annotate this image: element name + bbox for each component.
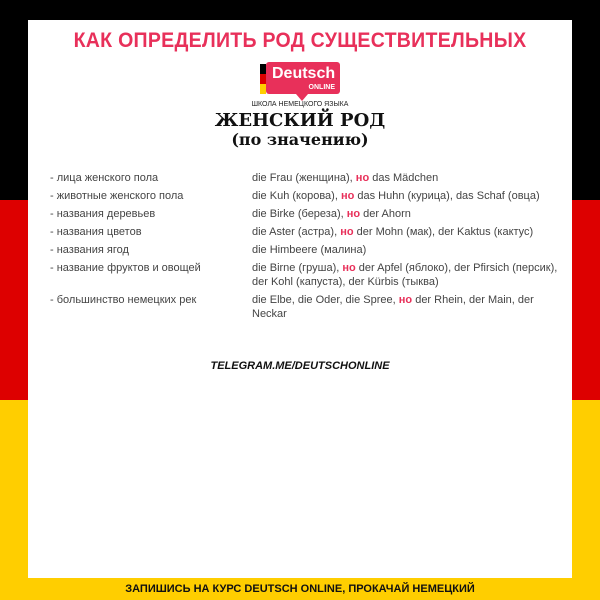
exception-marker: но [346, 208, 361, 220]
rule-category: - названия ягод [50, 244, 129, 256]
rule-examples [252, 189, 570, 203]
exception-marker: но [355, 172, 370, 184]
rule-row [50, 261, 570, 289]
section-subtitle: (по значению) [231, 130, 369, 149]
exception-marker: но [340, 226, 354, 238]
rule-row [50, 225, 570, 239]
exception-marker: но [398, 294, 413, 306]
rule-category: - названия цветов [50, 226, 142, 238]
rule-category: - название фруктов и овощей [50, 262, 201, 274]
exception-text: der Apfel (яблоко), der Pfirsich (персик), der Kohl (капуста), der Kürbis (тыква) [252, 262, 558, 288]
exception-marker: но [342, 262, 356, 274]
example-text: die Elbe, die Oder, die Spree, [252, 294, 399, 306]
school-caption: ШКОЛА НЕМЕЦКОГО ЯЗЫКА [251, 101, 349, 108]
content-card [28, 20, 572, 578]
example-text: die Birke (береза), [252, 208, 347, 220]
exception-text: der Rhein, der Main, der Neckar [252, 294, 534, 320]
rule-examples [252, 207, 570, 221]
rule-row [50, 243, 570, 257]
main-title: КАК ОПРЕДЕЛИТЬ РОД СУЩЕСТВИТЕЛЬНЫХ [73, 29, 527, 52]
rule-examples [252, 243, 570, 257]
rule-examples [252, 293, 570, 321]
rule-category: - животные женского пола [50, 190, 184, 202]
example-text: die Birne (груша), [252, 262, 343, 274]
exception-marker: но [340, 190, 355, 202]
rules-list [50, 171, 570, 325]
logo-sub: ONLINE [308, 84, 335, 91]
example-text: die Himbeere (малина) [252, 244, 367, 256]
rule-row [50, 189, 570, 203]
rule-examples [252, 225, 570, 239]
rule-examples [252, 261, 570, 289]
rule-row [50, 171, 570, 185]
logo-word: Deutsch [272, 65, 336, 82]
deutsch-online-logo [260, 62, 340, 102]
rule-category: - большинство немецких рек [50, 294, 197, 306]
telegram-link[interactable]: TELEGRAM.ME/DEUTSCHONLINE [210, 360, 390, 372]
rule-category: - названия деревьев [50, 208, 156, 220]
rule-row [50, 207, 570, 221]
rule-row [50, 293, 570, 321]
rule-category: - лица женского пола [50, 172, 159, 184]
exception-text: der Ahorn [360, 208, 411, 220]
example-text: die Aster (астра), [252, 226, 341, 238]
example-text: die Kuh (корова), [252, 190, 341, 202]
speech-bubble-tail-icon [296, 94, 308, 101]
logo-box [266, 62, 340, 94]
exception-text: das Huhn (курица), das Schaf (овца) [354, 190, 540, 202]
example-text: die Frau (женщина), [252, 172, 356, 184]
exception-text: der Mohn (мак), der Kaktus (кактус) [353, 226, 534, 238]
section-title: ЖЕНСКИЙ РОД [214, 110, 386, 131]
exception-text: das Mädchen [369, 172, 439, 184]
footer-call-to-action: ЗАПИШИСЬ НА КУРС DEUTSCH ONLINE, ПРОКАЧАЙ НЕМЕЦКИЙ [125, 583, 475, 595]
rule-examples [252, 171, 570, 185]
